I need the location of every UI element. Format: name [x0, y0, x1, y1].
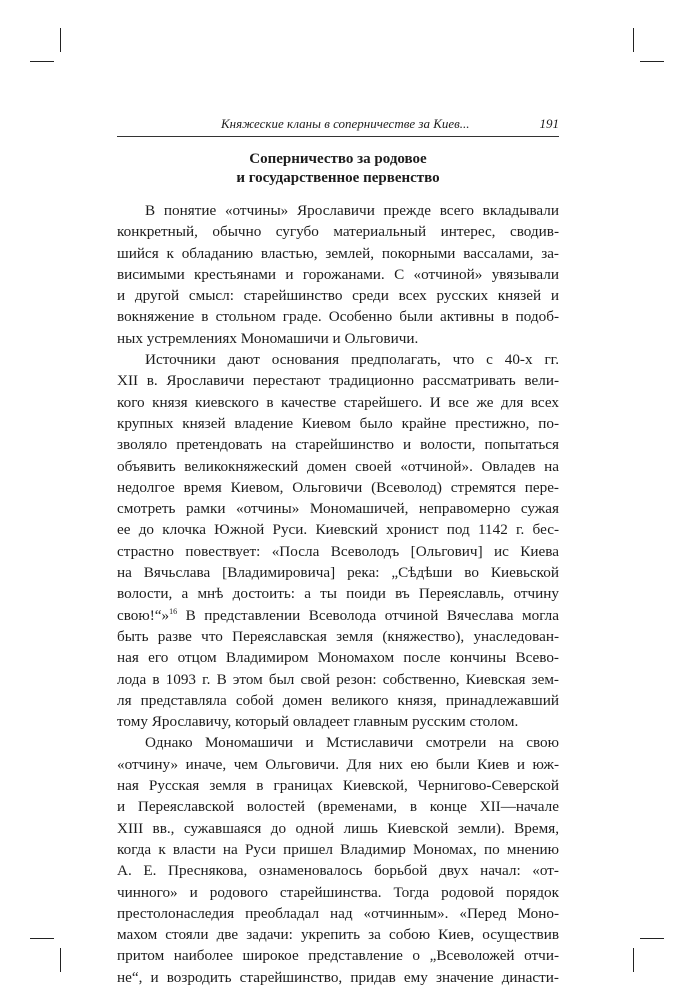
crop-mark-bottom-left-vertical — [60, 948, 61, 972]
text-line: Источники дают основания предполагать, что с 40-х гг. — [145, 351, 559, 369]
text-line: ее до клочка Южной Руси. Киевский хронист под 1142 г. бес- — [117, 521, 559, 539]
text-line: конкретный, обычно сугубо материальный интерес, сводив- — [117, 223, 559, 241]
body-text — [117, 200, 559, 988]
text-line: кого князя киевского в качестве старейшего. И все же для всех — [117, 393, 559, 411]
text-line: на Вячьслава [Владимировича] река: „Сѣдѣши во Киевьской — [117, 564, 559, 582]
text-line: «отчину» иначе, чем Ольговичи. Для них ею были Киев и юж- — [117, 755, 559, 773]
text-line: крупных князей владение Киевом было крайне престижно, по- — [117, 414, 559, 432]
crop-mark-top-right-vertical — [633, 28, 634, 52]
footnote-reference[interactable]: 16 — [169, 606, 178, 616]
text-line: тому Ярославичу, который овладеет главным русским столом. — [117, 713, 519, 731]
text-line: А. Е. Преснякова, ознаменовалось борьбой двух начал: «от- — [117, 862, 559, 880]
text-line: чинного» и родового старейшинства. Тогда родовой порядок — [117, 883, 559, 901]
text-line: престолонаследия преобладал над «отчинным». «Перед Моно- — [117, 904, 559, 922]
text-line: недолгое время Киевом, Ольговичи (Всеволод) стремятся пере- — [117, 478, 559, 496]
section-title — [117, 150, 559, 188]
crop-mark-top-right-horizontal — [640, 61, 664, 62]
crop-mark-bottom-right-horizontal — [640, 938, 664, 939]
text-line-rest: В представлении Всеволода отчиной Вячеслава могла — [177, 606, 559, 624]
running-head-title: Княжеские кланы в соперничестве за Киев... — [221, 116, 470, 131]
quote-end: свою!“» — [117, 606, 170, 624]
section-title-line-2: и государственное первенство — [236, 170, 440, 186]
text-line: волости, а мнѣ достоить: а ты поиди въ Переяславль, отчину — [117, 585, 559, 603]
text-line-with-footnote — [117, 605, 559, 626]
text-line: притом наиболее широкое представление о „Всеволожей отчи- — [117, 947, 559, 965]
text-line: лода в 1093 г. В этом был свой резон: собственно, Киевская зем- — [117, 670, 559, 688]
crop-mark-bottom-left-horizontal — [30, 938, 54, 939]
text-line: страстно повествует: «Посла Всеволодъ [Ольгович] ис Киева — [117, 542, 559, 560]
text-line: зволяло претендовать на старейшинство и волости, попытаться — [117, 436, 559, 454]
page-number: 191 — [539, 116, 559, 131]
header-rule — [117, 136, 559, 137]
text-line: шийся к обладанию властью, землей, покорными вассалами, за- — [117, 244, 559, 262]
text-line: ля представляла собой домен великого князя, принадлежавший — [117, 691, 559, 709]
text-line: и другой смысл: старейшинство среди всех русских князей и — [117, 287, 559, 305]
text-line: XIII вв., сужавшаяся до одной лишь Киевской земли). Время, — [117, 819, 559, 837]
text-line: В понятие «отчины» Ярославичи прежде всего вкладывали — [145, 202, 559, 219]
text-line: махом стояли две задачи: укрепить за собою Киев, осуществив — [117, 926, 559, 944]
text-line: висимыми крестьянами и горожанами. С «отчиной» увязывали — [117, 265, 559, 283]
text-line: когда к власти на Руси пришел Владимир Мономах, по мнению — [117, 840, 559, 858]
crop-mark-bottom-right-vertical — [633, 948, 634, 972]
text-line: не“, и возродить старейшинство, придав ему значение династи- — [117, 968, 559, 986]
text-line: быть разве что Переяславская земля (княжество), унаследован- — [117, 627, 559, 645]
crop-mark-top-left-horizontal — [30, 61, 54, 62]
text-line: и Переяславской волостей (временами, в конце XII—начале — [117, 798, 559, 816]
text-line: вокняжение в стольном граде. Особенно были активны в подоб- — [117, 308, 559, 326]
text-line: ных устремлениях Мономашичи и Ольговичи. — [117, 329, 419, 347]
text-line: ная его отцом Владимиром Мономахом после кончины Всево- — [117, 649, 559, 667]
text-line: ная Русская земля в границах Киевской, Чернигово-Северской — [117, 777, 559, 795]
crop-mark-top-left-vertical — [60, 28, 61, 52]
text-line: смотреть рамки «отчины» Мономашичей, неправомерно сужая — [117, 500, 559, 518]
text-line: Однако Мономашичи и Мстиславичи смотрели на свою — [145, 734, 559, 752]
text-line: объявить великокняжеский домен своей «отчиной». Овладев на — [117, 457, 559, 475]
text-line: XII в. Ярославичи перестают традиционно рассматривать вели- — [117, 372, 559, 390]
section-title-line-1: Соперничество за родовое — [249, 151, 427, 167]
